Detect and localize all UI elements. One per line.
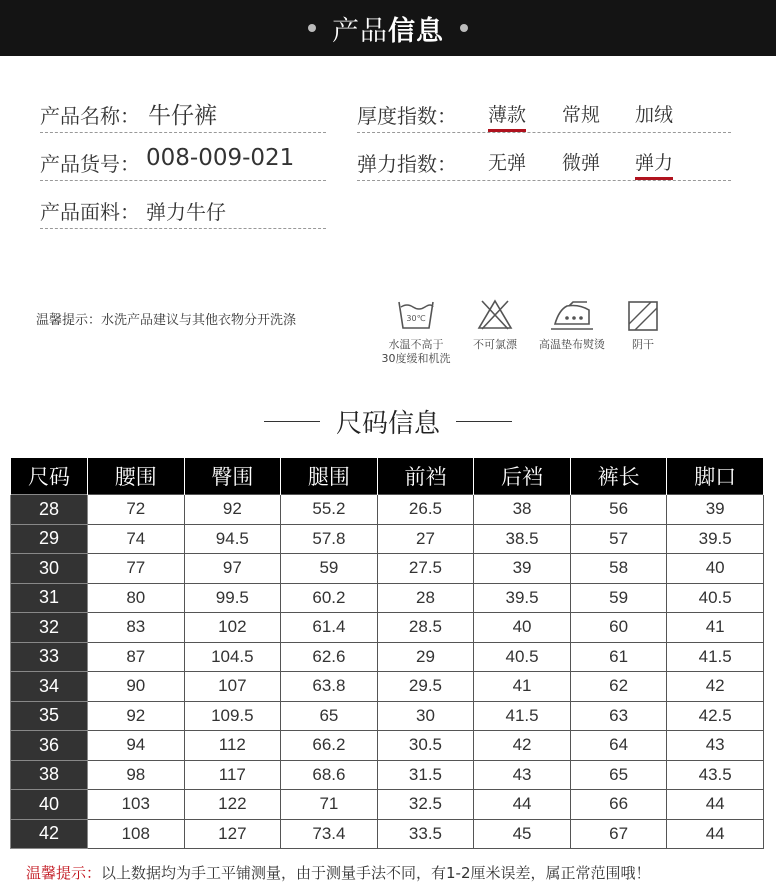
measure-cell: 58 [570, 554, 667, 584]
product-code-label: 产品货号： [40, 152, 140, 176]
size-table-body [11, 495, 764, 849]
size-cell: 36 [11, 731, 88, 761]
product-code-row [40, 144, 326, 181]
measure-cell: 61 [570, 642, 667, 672]
shade-dry-icon [623, 296, 663, 332]
measure-cell: 68.6 [281, 760, 378, 790]
size-cell: 42 [11, 819, 88, 849]
measure-cell: 117 [184, 760, 281, 790]
wash-temp-text: 30℃ [406, 314, 426, 323]
size-cell: 33 [11, 642, 88, 672]
measure-cell: 71 [281, 790, 378, 820]
thickness-label: 厚度指数： [357, 104, 457, 128]
table-row [11, 731, 764, 761]
measure-cell: 90 [88, 672, 185, 702]
elasticity-label: 弹力指数： [357, 152, 457, 176]
measure-cell: 62.6 [281, 642, 378, 672]
measure-cell: 32.5 [377, 790, 474, 820]
measure-cell: 41.5 [474, 701, 571, 731]
page-title [0, 0, 776, 56]
size-table-header-row [11, 458, 764, 495]
measure-cell: 62 [570, 672, 667, 702]
table-row [11, 672, 764, 702]
col-header-waist: 腰围 [88, 458, 185, 495]
col-header-back-rise: 后裆 [474, 458, 571, 495]
footer-warn-label: 温馨提示： [26, 864, 102, 882]
size-cell: 35 [11, 701, 88, 731]
size-cell: 28 [11, 495, 88, 525]
product-fabric-row [40, 192, 326, 229]
elasticity-option-none: 无弹 [488, 152, 527, 174]
title-part-1: 产品 [332, 15, 388, 47]
measure-cell: 29 [377, 642, 474, 672]
size-cell: 38 [11, 760, 88, 790]
measure-cell: 60 [570, 613, 667, 643]
measure-cell: 97 [184, 554, 281, 584]
measure-cell: 40 [667, 554, 764, 584]
measure-cell: 56 [570, 495, 667, 525]
measure-cell: 57.8 [281, 524, 378, 554]
measure-cell: 73.4 [281, 819, 378, 849]
measure-cell: 67 [570, 819, 667, 849]
measure-cell: 39.5 [474, 583, 571, 613]
measure-cell: 41.5 [667, 642, 764, 672]
measure-cell: 74 [88, 524, 185, 554]
table-row [11, 524, 764, 554]
table-row [11, 642, 764, 672]
care-item-no-bleach [465, 296, 525, 352]
measure-cell: 57 [570, 524, 667, 554]
table-row [11, 819, 764, 849]
measure-cell: 41 [474, 672, 571, 702]
col-header-hip: 臀围 [184, 458, 281, 495]
measure-cell: 83 [88, 613, 185, 643]
measure-cell: 98 [88, 760, 185, 790]
measure-cell: 40.5 [474, 642, 571, 672]
measure-cell: 27.5 [377, 554, 474, 584]
care-item-shade-dry [620, 296, 666, 352]
measure-cell: 122 [184, 790, 281, 820]
measure-cell: 28 [377, 583, 474, 613]
measure-cell: 102 [184, 613, 281, 643]
measure-cell: 43.5 [667, 760, 764, 790]
measure-cell: 31.5 [377, 760, 474, 790]
elasticity-row [357, 144, 731, 181]
product-name-row [40, 96, 326, 133]
measure-cell: 60.2 [281, 583, 378, 613]
measure-cell: 65 [281, 701, 378, 731]
measure-cell: 66.2 [281, 731, 378, 761]
measure-cell: 107 [184, 672, 281, 702]
measure-cell: 33.5 [377, 819, 474, 849]
measure-cell: 63 [570, 701, 667, 731]
measure-cell: 80 [88, 583, 185, 613]
col-header-leg-opening: 脚口 [667, 458, 764, 495]
measure-cell: 45 [474, 819, 571, 849]
measure-cell: 59 [570, 583, 667, 613]
measure-cell: 77 [88, 554, 185, 584]
thickness-row [357, 96, 731, 133]
measure-cell: 108 [88, 819, 185, 849]
measure-cell: 87 [88, 642, 185, 672]
size-title-line-right [456, 421, 512, 422]
measure-cell: 38 [474, 495, 571, 525]
measure-cell: 39 [667, 495, 764, 525]
table-row [11, 583, 764, 613]
col-header-length: 裤长 [570, 458, 667, 495]
title-part-2: 信息 [388, 15, 444, 47]
table-row [11, 554, 764, 584]
wash-30-icon [396, 296, 436, 332]
title-dot-left [308, 24, 316, 32]
measure-cell: 112 [184, 731, 281, 761]
product-name-label: 产品名称： [40, 104, 140, 128]
thickness-option-thin: 薄款 [488, 100, 526, 132]
no-bleach-icon [475, 296, 515, 332]
measure-cell: 44 [474, 790, 571, 820]
measure-cell: 92 [88, 701, 185, 731]
product-fabric-label: 产品面料： [40, 200, 140, 224]
measure-cell: 42 [667, 672, 764, 702]
col-header-front-rise: 前裆 [377, 458, 474, 495]
measure-cell: 42 [474, 731, 571, 761]
measure-cell: 39.5 [667, 524, 764, 554]
size-cell: 32 [11, 613, 88, 643]
shade-dry-label: 阴干 [632, 338, 654, 351]
title-dot-right [460, 24, 468, 32]
elasticity-option-slight: 微弹 [562, 152, 601, 174]
measure-cell: 30 [377, 701, 474, 731]
measure-cell: 40.5 [667, 583, 764, 613]
measure-cell: 72 [88, 495, 185, 525]
measure-cell: 28.5 [377, 613, 474, 643]
measure-cell: 94.5 [184, 524, 281, 554]
measure-cell: 94 [88, 731, 185, 761]
measure-cell: 39 [474, 554, 571, 584]
measure-cell: 42.5 [667, 701, 764, 731]
col-header-size: 尺码 [11, 458, 88, 495]
measure-cell: 44 [667, 790, 764, 820]
measure-cell: 26.5 [377, 495, 474, 525]
size-section-header [0, 400, 776, 442]
measure-cell: 59 [281, 554, 378, 584]
product-name-value: 牛仔裤 [148, 103, 217, 129]
table-row [11, 495, 764, 525]
size-cell: 34 [11, 672, 88, 702]
size-section-title: 尺码信息 [335, 408, 440, 439]
care-note: 温馨提示：水洗产品建议与其他衣物分开洗涤 [36, 313, 297, 328]
thickness-option-fleece: 加绒 [635, 104, 674, 126]
measure-cell: 38.5 [474, 524, 571, 554]
product-code-value: 008-009-021 [146, 145, 295, 171]
measure-cell: 127 [184, 819, 281, 849]
size-cell: 30 [11, 554, 88, 584]
measure-cell: 43 [474, 760, 571, 790]
measure-cell: 41 [667, 613, 764, 643]
measure-cell: 92 [184, 495, 281, 525]
footer-note [26, 862, 651, 883]
measure-cell: 103 [88, 790, 185, 820]
elasticity-option-stretch: 弹力 [635, 148, 673, 180]
measure-cell: 66 [570, 790, 667, 820]
table-row [11, 790, 764, 820]
measure-cell: 63.8 [281, 672, 378, 702]
measure-cell: 61.4 [281, 613, 378, 643]
care-item-wash [368, 296, 464, 366]
measure-cell: 55.2 [281, 495, 378, 525]
table-row [11, 613, 764, 643]
measure-cell: 29.5 [377, 672, 474, 702]
measure-cell: 30.5 [377, 731, 474, 761]
size-table [10, 458, 764, 849]
measure-cell: 40 [474, 613, 571, 643]
measure-cell: 65 [570, 760, 667, 790]
table-row [11, 760, 764, 790]
measure-cell: 64 [570, 731, 667, 761]
size-cell: 40 [11, 790, 88, 820]
size-title-line-left [264, 421, 320, 422]
table-row [11, 701, 764, 731]
measure-cell: 43 [667, 731, 764, 761]
iron-cloth-icon [549, 296, 595, 332]
iron-label: 高温垫布熨烫 [539, 338, 605, 351]
wash-line-2: 30度缓和机洗 [381, 352, 451, 365]
measure-cell: 109.5 [184, 701, 281, 731]
size-cell: 31 [11, 583, 88, 613]
size-cell: 29 [11, 524, 88, 554]
no-bleach-label: 不可氯漂 [473, 338, 517, 351]
footer-text: 以上数据均为手工平铺测量，由于测量手法不同，有1-2厘米误差，属正常范围哦！ [101, 864, 651, 882]
measure-cell: 27 [377, 524, 474, 554]
thickness-option-regular: 常规 [562, 104, 601, 126]
product-fabric-value: 弹力牛仔 [146, 200, 226, 224]
col-header-thigh: 腿围 [281, 458, 378, 495]
measure-cell: 104.5 [184, 642, 281, 672]
wash-line-1: 水温不高于 [388, 338, 444, 351]
care-item-iron [530, 296, 614, 352]
measure-cell: 99.5 [184, 583, 281, 613]
measure-cell: 44 [667, 819, 764, 849]
